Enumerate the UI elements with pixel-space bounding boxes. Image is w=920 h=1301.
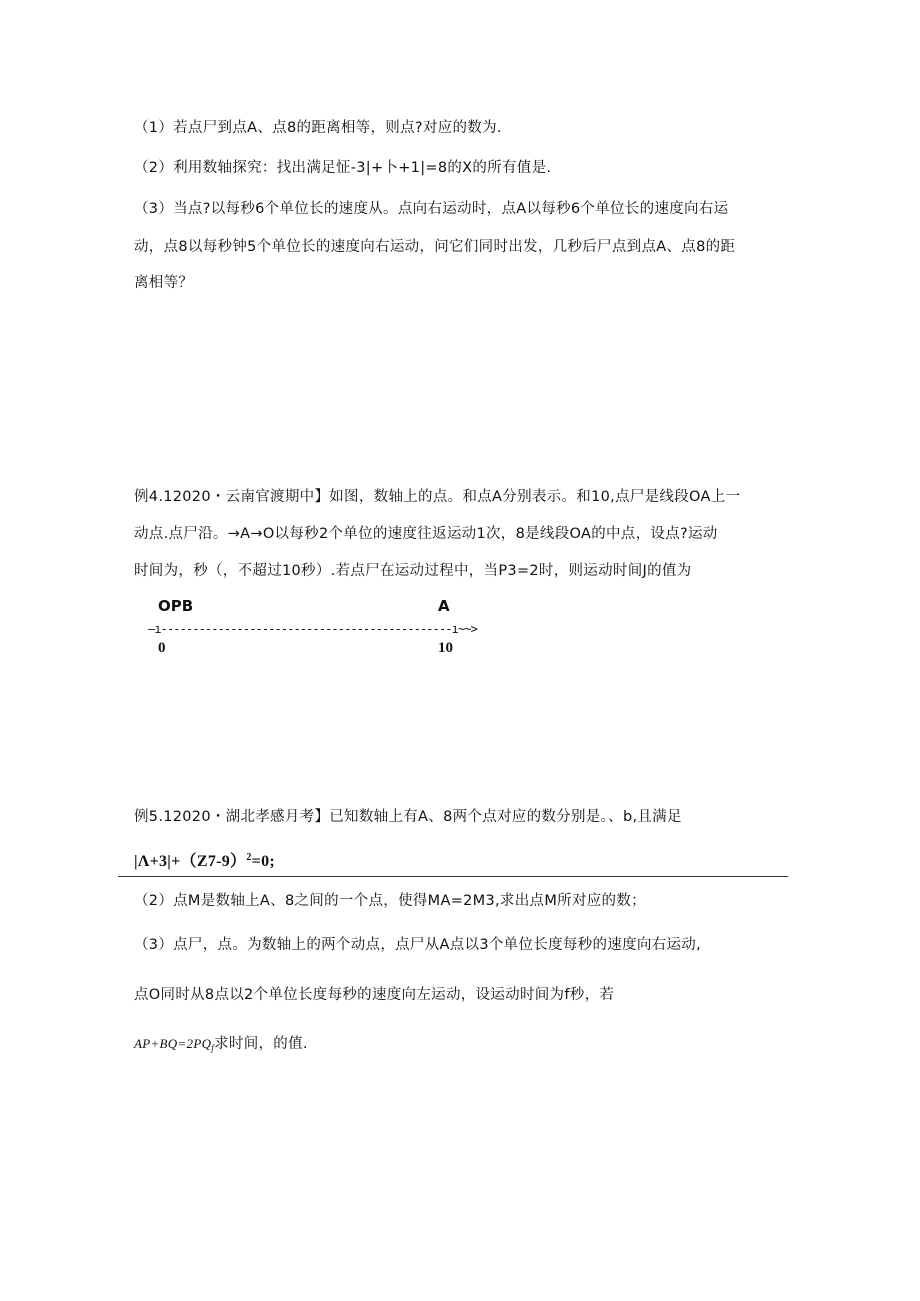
equation-main: |Λ+3|+（Z7-9） — [134, 853, 247, 870]
question-3-line-3: 离相等？ — [134, 275, 194, 291]
example-5-question-3-line-2: 点O同时从8点以2个单位长度每秒的速度向左运动，设运动时间为f秒，若 — [134, 987, 615, 1003]
axis-label-a: A — [438, 597, 450, 615]
question-3-line-1: （3）当点?以每秒6个单位长的速度从。点向右运动时，点A以每秒6个单位长的速度向右运 — [134, 201, 729, 217]
example-5-question-3-line-1: （3）点尸，点。为数轴上的两个动点，点尸从A点以3个单位长度每秒的速度向右运动, — [134, 937, 701, 953]
example-4-line-1: 例4.12020・云南官渡期中】如图，数轴上的点。和点A分别表示。和10,点尸是线段OA上一 — [134, 489, 741, 505]
example-4-line-2: 动点.点尸沿。→A→O以每秒2个单位的速度往返运动1次，8是线段OA的中点，设点?运动 — [134, 526, 718, 542]
example-5-equation — [134, 848, 275, 872]
equation-exponent: 2 — [246, 852, 252, 863]
question-1-text: （1）若点尸到点A、点8的距离相等，则点?对应的数为. — [134, 120, 502, 136]
example-5-question-2: （2）点M是数轴上A、8之间的一个点，使得MA=2M3,求出点M所对应的数； — [134, 893, 646, 909]
example-4-line-3: 时间为，秒（，不超过10秒）.若点尸在运动过程中，当P3=2时，则运动时间J的值为 — [134, 563, 692, 579]
example-5-line-1: 例5.12020・湖北孝感月考】已知数轴上有A、8两个点对应的数分别是。、b,且满足 — [134, 809, 682, 825]
axis-label-opb: OPB — [158, 597, 194, 615]
equation-end: =0; — [251, 853, 276, 870]
question-2-text: （2）利用数轴探究：找出满足怔-3|+卜+1|=8的X的所有值是. — [134, 160, 552, 176]
number-line-arrow: ı~~> — [451, 622, 477, 636]
number-line-left-end: —ı — [148, 622, 161, 636]
equation-subscript: f — [211, 1043, 215, 1053]
number-line-dashes: ---------------------------------------------- — [160, 622, 452, 636]
tick-label-0: 0 — [158, 640, 166, 656]
equation-tail: 求时间，的值. — [214, 1036, 308, 1052]
tick-label-10: 10 — [438, 640, 453, 656]
horizontal-rule — [118, 876, 788, 877]
question-3-line-2: 动，点8以每秒钟5个单位长的速度向右运动，问它们同时出发，几秒后尸点到点A、点8的距 — [134, 239, 736, 255]
example-5-question-3-line-3 — [134, 1034, 308, 1058]
number-line — [148, 620, 477, 638]
equation-ap-bq: AP+BQ=2PQ — [134, 1036, 212, 1051]
